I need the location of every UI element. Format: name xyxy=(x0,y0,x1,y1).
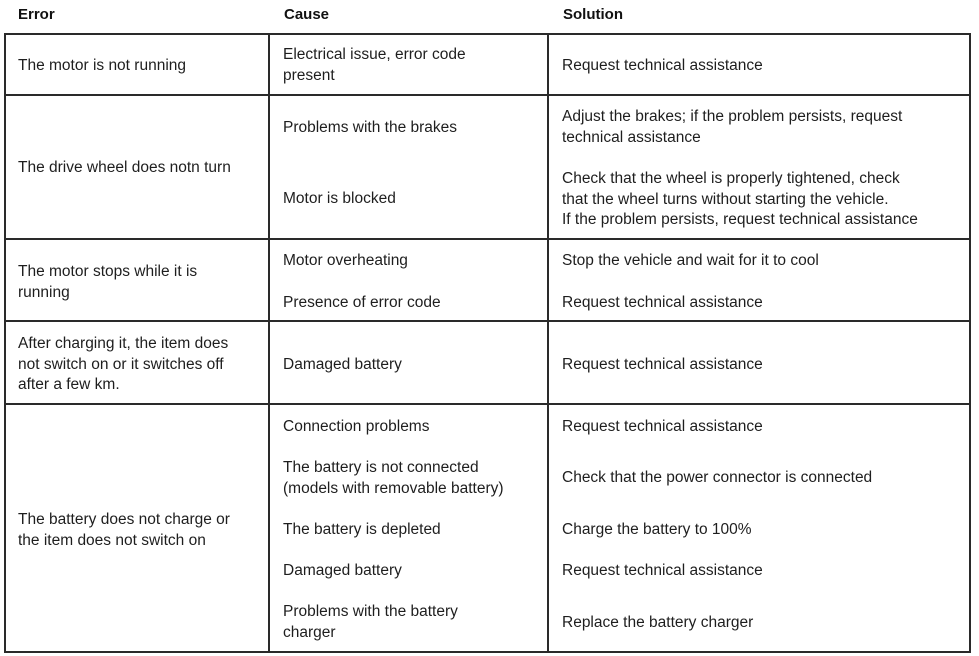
row-divider xyxy=(4,403,971,405)
solution-cell: Adjust the brakes; if the problem persists, request technical assistance xyxy=(562,108,903,146)
cause-cell: Presence of error code xyxy=(283,294,441,311)
row-divider xyxy=(4,94,971,96)
cause-cell: The battery is not connected (models with removable battery) xyxy=(283,459,504,497)
column-divider xyxy=(268,33,270,653)
cause-cell: Motor is blocked xyxy=(283,190,396,207)
solution-cell: Request technical assistance xyxy=(562,356,763,373)
row-divider xyxy=(4,320,971,322)
error-cell: The motor is not running xyxy=(18,57,187,74)
solution-cell: Stop the vehicle and wait for it to cool xyxy=(562,252,819,269)
column-header-cause: Cause xyxy=(284,6,330,23)
column-divider xyxy=(547,33,549,653)
column-divider xyxy=(4,33,6,653)
solution-cell: Request technical assistance xyxy=(562,57,763,74)
row-divider xyxy=(4,651,971,653)
cause-cell: Damaged battery xyxy=(283,356,402,373)
error-cell: The drive wheel does notn turn xyxy=(18,159,231,176)
solution-cell: Request technical assistance xyxy=(562,562,763,579)
cause-cell: Damaged battery xyxy=(283,562,402,579)
solution-cell: Replace the battery charger xyxy=(562,614,754,631)
column-header-error: Error xyxy=(18,6,55,23)
column-divider xyxy=(969,33,971,653)
row-divider xyxy=(4,33,971,35)
solution-cell: Check that the wheel is properly tightened, check that the wheel turns without starting the vehicle. If the problem persists, request technical assistance xyxy=(562,170,918,228)
cause-cell: Motor overheating xyxy=(283,252,408,269)
cause-cell: Problems with the battery charger xyxy=(283,603,458,641)
error-cell: The battery does not charge or the item does not switch on xyxy=(18,511,230,549)
error-cell: After charging it, the item does not switch on or it switches off after a few km. xyxy=(18,335,229,393)
column-header-solution: Solution xyxy=(563,6,623,23)
solution-cell: Check that the power connector is connected xyxy=(562,469,873,486)
cause-cell: The battery is depleted xyxy=(283,521,441,538)
cause-cell: Connection problems xyxy=(283,418,430,435)
cause-cell: Electrical issue, error code present xyxy=(283,46,466,84)
error-cell: The motor stops while it is running xyxy=(18,263,198,301)
solution-cell: Charge the battery to 100% xyxy=(562,521,752,538)
solution-cell: Request technical assistance xyxy=(562,418,763,435)
cause-cell: Problems with the brakes xyxy=(283,119,458,136)
solution-cell: Request technical assistance xyxy=(562,294,763,311)
row-divider xyxy=(4,238,971,240)
